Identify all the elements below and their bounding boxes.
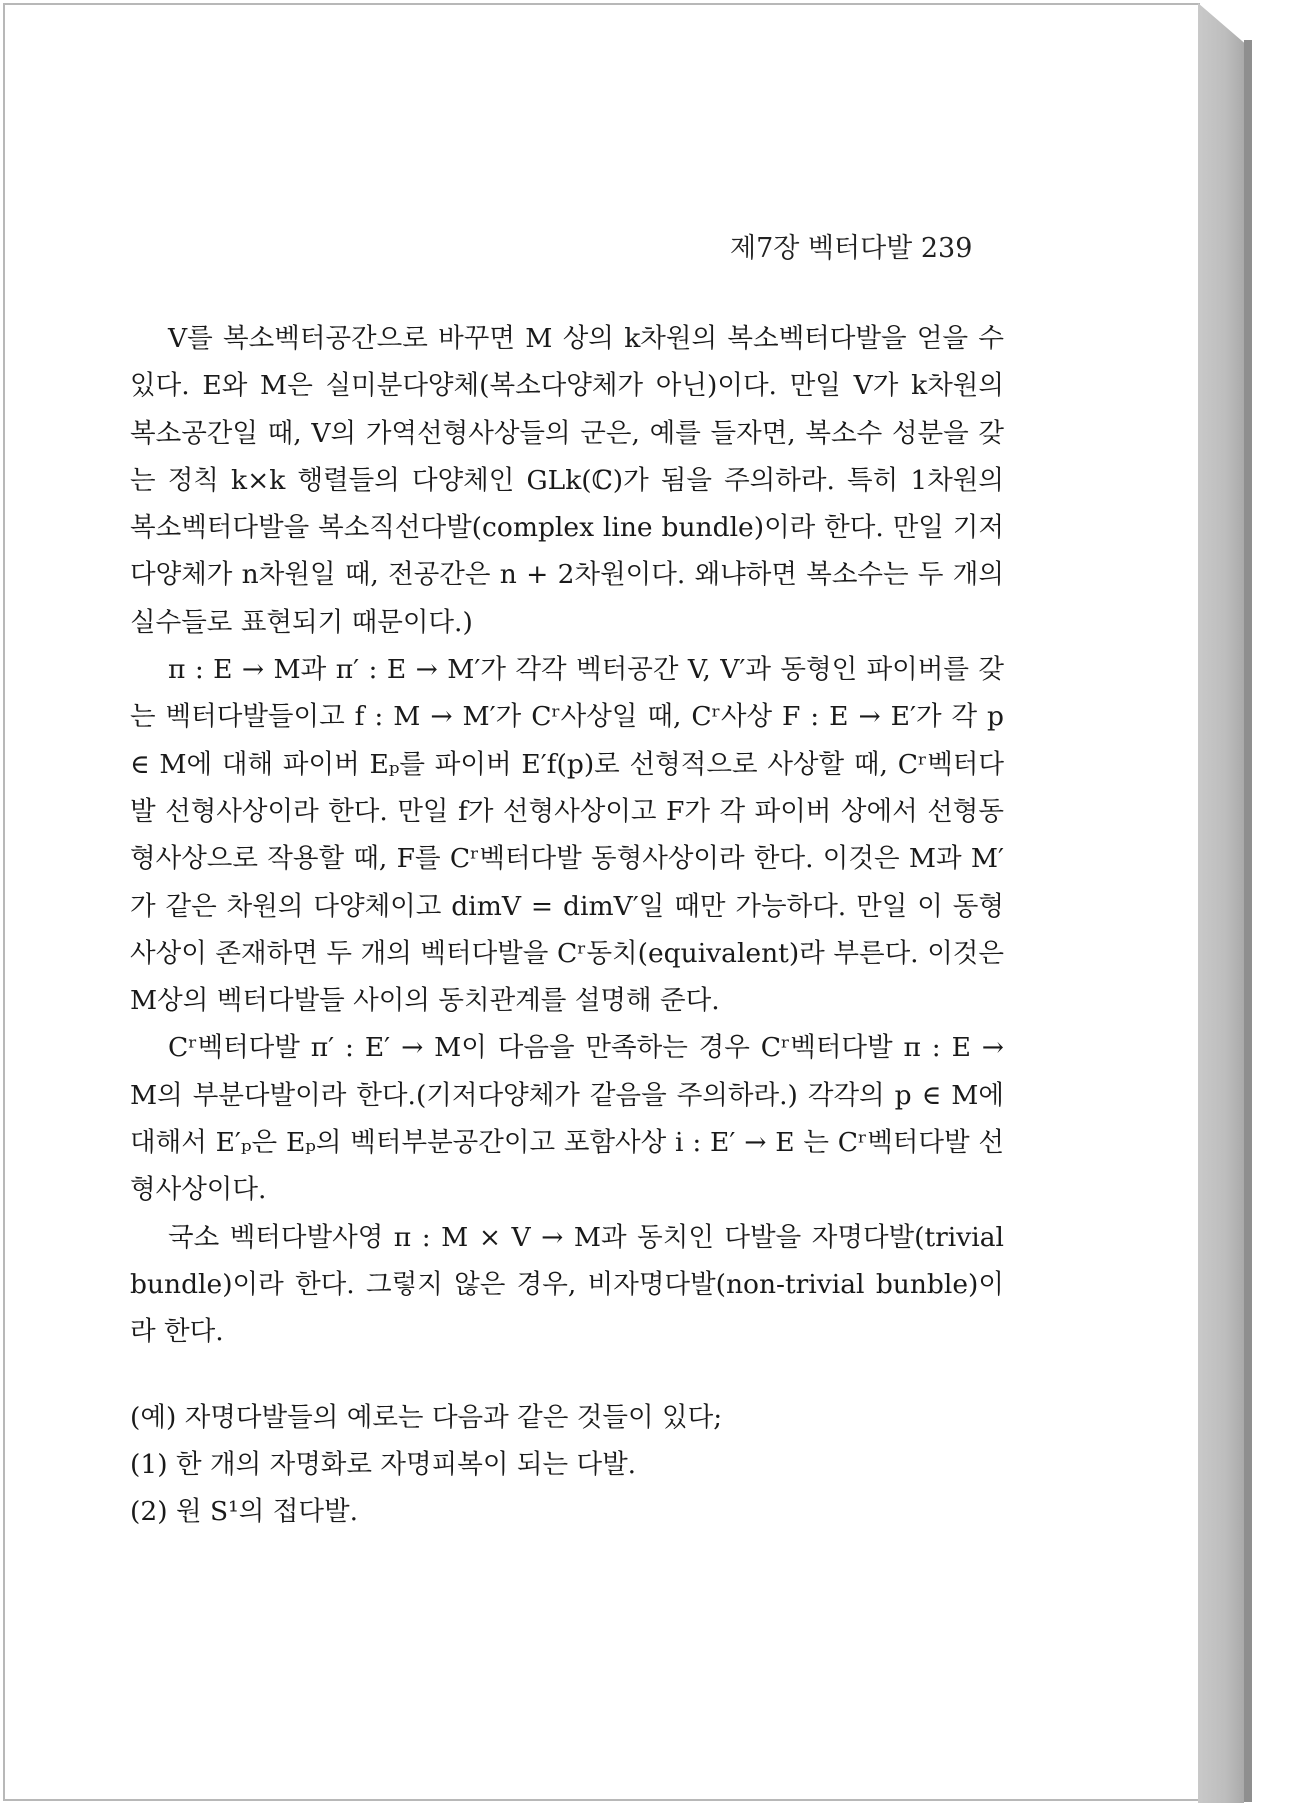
example-item: (2) 원 S¹의 접다발. [130,1496,359,1528]
page-stack-edge [1198,3,1244,1803]
examples-block [130,1394,1004,1536]
example-heading: (예) 자명다발들의 예로는 다음과 같은 것들이 있다; [130,1401,723,1433]
example-item: (1) 한 개의 자명화로 자명피복이 되는 다발. [130,1448,637,1480]
page-body [130,315,1004,1535]
running-head: 제7장 벡터다발 239 [730,233,973,264]
page-shadow [1244,40,1252,1802]
paragraph: Cʳ벡터다발 π′ : E′ → M이 다음을 만족하는 경우 Cʳ벡터다발 π : E → M의 부분다발이라 한다.(기저다양체가 같음을 주의하라.) 각각의 p ∈ M에 대해서 E′ₚ은 Eₚ의 벡터부분공간이고 포함사상 i : E′ → E 는 Cʳ벡터다발 선형사상이다. [130,1032,1004,1206]
paragraph: 국소 벡터다발사영 π : M × V → M과 동치인 다발을 자명다발(trivial bundle)이라 한다. 그렇지 않은 경우, 비자명다발(non-trivial bunble)이라 한다. [130,1221,1004,1348]
paragraph: π : E → M과 π′ : E → M′가 각각 벡터공간 V, V′과 동형인 파이버를 갖는 벡터다발들이고 f : M → M′가 Cʳ사상일 때, Cʳ사상 F : E → E′가 각 p ∈ M에 대해 파이버 Eₚ를 파이버 E′f(p)로 선형적으로 사상할 때, Cʳ벡터다발 선형사상이라 한다. 만일 f가 선형사상이고 F가 각 파이버 상에서 선형동형사상으로 작용할 때, F를 Cʳ벡터다발 동형사상이라 한다. 이것은 M과 M′가 같은 차원의 다양체이고 dimV = dimV′일 때만 가능하다. 만일 이 동형사상이 존재하면 두 개의 벡터다발을 Cʳ동치(equivalent)라 부른다. 이것은 M상의 벡터다발들 사이의 동치관계를 설명해 준다. [130,654,1004,1017]
paragraph: V를 복소벡터공간으로 바꾸면 M 상의 k차원의 복소벡터다발을 얻을 수 있다. E와 M은 실미분다양체(복소다양체가 아닌)이다. 만일 V가 k차원의 복소공간일 때, V의 가역선형사상들의 군은, 예를 들자면, 복소수 성분을 갖는 정칙 k×k 행렬들의 다양체인 GLk(ℂ)가 됨을 주의하라. 특히 1차원의 복소벡터다발을 복소직선다발(complex line bundle)이라 한다. 만일 기저다양체가 n차원일 때, 전공간은 n + 2차원이다. 왜냐하면 복소수는 두 개의 실수들로 표현되기 때문이다.) [130,323,1004,638]
